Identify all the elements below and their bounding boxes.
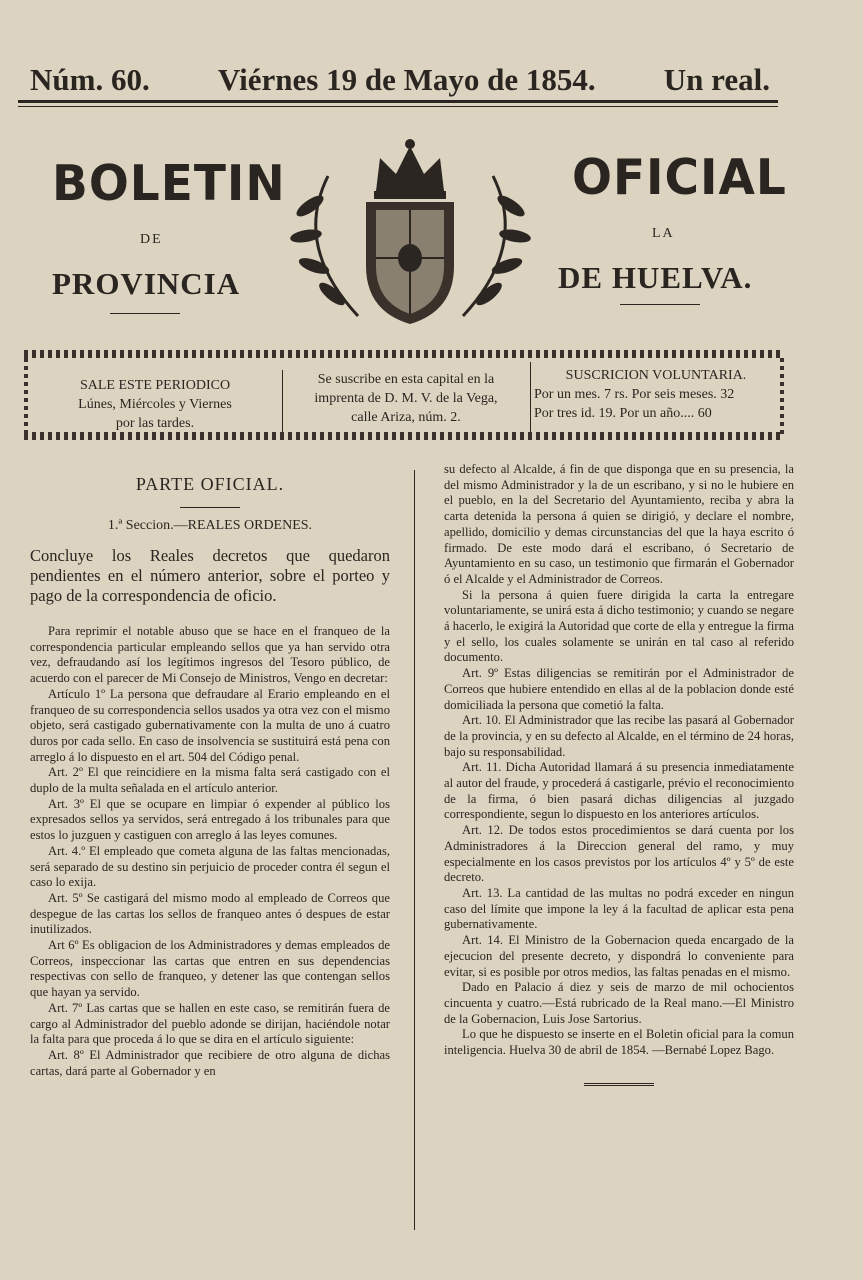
issue-number: Núm. 60. [30,62,150,97]
decree-summary: Concluye los Reales decretos que quedaron pendientes en el número anterior, sobre el porteo y pago de la correspondencia de oficio. [30,546,390,605]
decree-paragraph: su defecto al Alcalde, á fin de que disponga que en su presencia, la del mismo Administrador y la de un escribano, y si no le hubiere en el pueblo, en la del Secretario del Ayuntamiento, reciba y abra la carta detenida la persona á quien se dirigió, y declare el nombre, apellido, domicilio y demas circunstancias del que la haya escrito ó firmado. De este modo dará el escribano, ó Secretario de Ayuntamiento en su caso, un testimonio que firmarán el Gobernador ó el Alcalde y el Administrador de Correos. [444,462,794,586]
column-divider [414,470,415,1230]
decree-paragraph: Si la persona á quien fuere dirigida la carta la entregare voluntariamente, se unirá esta á dicho testimonio; y cuando se negare á hacerlo, le exigirá la Autoridad que corte de ella y entregue la firma y el sello, los cuales solamente se unirán en tal caso al referido documento. [444,587,794,665]
info-divider-1 [282,370,283,432]
subsection-heading: 1.ª Seccion.—REALES ORDENES. [107,518,313,533]
info-border-right [780,358,784,434]
section-heading: PARTE OFICIAL. [135,474,285,494]
info-schedule-line: por las tardes. [115,416,195,431]
decree-paragraph: Art. 9º Estas diligencias se remitirán por el Administrador de Correos que hubiere entendido en ellas al de la poblacion donde esté domiciliada la persona que cometió la falta. [444,666,794,712]
decree-paragraph: Artículo 1º La persona que defraudare al Erario empleando en el franqueo de su correspondencia sellos usados ya otra vez con el mismo objeto, será castigado gubernativamente con la multa de uno á cuatro duros por cada sello. En caso de insolvencia se sustituirá está pena con arreglo á lo dispuesto en el art. 504 del Código penal. [30,686,390,764]
info-schedule-line: Lúnes, Miércoles y Viernes [78,397,232,412]
info-border-bottom [24,432,784,440]
decree-paragraph: Para reprimir el notable abuso que se hace en el franqueo de la correspondencia particular empleando sellos que ya han servido otra vez, defraudando así los legítimos ingresos del Tesoro público, de acuerdo con el parecer de Mi Consejo de Ministros, Vengo en decretar: [30,624,390,686]
decree-paragraph: Art. 2º El que reincidiere en la misma falta será castigado con el duplo de la multa señalada en el artículo anterior. [30,765,390,796]
info-border-left [24,358,28,434]
info-prices-line: Por tres id. 19. Por un año.... 60 [534,406,712,421]
title-word-la: LA [652,226,675,241]
title-word-de: DE [140,232,163,247]
info-prices-title: SUSCRICION VOLUNTARIA. [565,368,747,383]
masthead-header-line [30,62,770,98]
end-ornament [584,1083,654,1086]
title-ornament-right [620,304,700,306]
title-word-de-huelva: DE HUELVA. [558,260,753,295]
decree-paragraph: Art. 4.º El empleado que cometa alguna de las faltas mencionadas, será separado de su destino sin perjuicio de proceder contra él segun el caso lo exija. [30,843,390,890]
decree-paragraph: Art. 13. La cantidad de las multas no podrá exceder en ningun caso del límite que impone la ley á la facultad de aplicar esta pena gubernativamente. [444,885,794,932]
decree-paragraph: Art. 8º El Administrador que recibiere de otro alguna de dichas cartas, dará parte al Gobernador y en [30,1047,390,1078]
info-border-top [24,350,784,358]
coat-of-arms-emblem [288,136,533,331]
info-place-line: imprenta de D. M. V. de la Vega, [314,391,498,406]
decree-paragraph: Art. 10. El Administrador que las recibe las pasará al Gobernador de la provincia, y en su defecto al Alcalde, en el término de 24 horas, bajo su responsabilidad. [444,713,794,759]
decree-paragraph: Dado en Palacio á diez y seis de marzo de mil ochocientos cincuenta y cuatro.—Está rubricado de la Real mano.—El Ministro de la Gobernacion, Luis Jose Sartorius. [444,980,794,1026]
info-divider-2 [530,362,531,432]
decree-paragraph: Art. 5º Se castigará del mismo modo al empleado de Correos que despegue de las cartas los sellos de franqueo antes ó despues de estar inutilizados. [30,890,390,937]
decree-paragraph: Art. 14. El Ministro de la Gobernacion queda encargado de la ejecucion del presente decreto, y dispondrá lo conveniente para evitar, si es posible por otros medios, las faltas penadas en el mismo. [444,933,794,979]
decree-paragraph: Lo que he dispuesto se inserte en el Boletin oficial para la comun inteligencia. Huelva 30 de abril de 1854. —Bernabé Lopez Bago. [444,1027,794,1058]
header-rule-thick [18,100,778,103]
decree-paragraph: Art. 7º Las cartas que se hallen en este caso, se remitirán fuera de cargo al Administrador del pueblo adonde se dirijan, haciéndole notar la falta para que proceda á lo que se dira en el artículo siguiente: [30,1000,390,1047]
decree-paragraph: Art 6º Es obligacion de los Administradores y demas empleados de Correos, inspeccionar las cartas que entren en sus dependencias respectivas con sello de franqueo, y detener las que contengan sellos que hayan ya servido. [30,938,390,1000]
info-subscription-place [284,370,528,427]
section-ornament [180,507,240,508]
title-word-provincia: PROVINCIA [52,266,241,301]
info-place-line: Se suscribe en esta capital en la [317,372,495,387]
decree-paragraph: Art. 11. Dicha Autoridad llamará á su presencia inmediatamente al autor del fraude, y procederá á castigarle, prévio el reconocimiento de la firma, ó bien pasará dichas diligencias al juzgado correspondiente, segun lo dispuesto en los anteriores artículos. [444,760,794,822]
left-column [30,474,390,1079]
decree-paragraph: Art. 3º El que se ocupare en limpiar ó expender al público los expresados sellos ya servidos, será entregado á los tribunales para que estos lo juzguen y castiguen con arreglo á las leyes comunes. [30,796,390,843]
header-rule-thin [18,106,778,107]
info-prices-line: Por un mes. 7 rs. Por seis meses. 32 [534,387,735,402]
issue-price: Un real. [663,62,770,97]
info-schedule-line: SALE ESTE PERIODICO [79,378,231,393]
issue-date: Viérnes 19 de Mayo de 1854. [217,62,596,97]
right-column [444,462,794,1086]
left-column-body [30,624,390,1079]
decree-paragraph: Art. 12. De todos estos procedimientos se dará cuenta por los Administradores á la Direccion general del ramo, y muy especialmente en los casos previstos por los artículos 4º y 5º de este decreto. [444,823,794,885]
title-word-boletin: BOLETIN [52,154,286,213]
title-ornament-left [110,313,180,315]
info-schedule [34,376,276,433]
info-subscription-prices [534,366,778,423]
info-place-line: calle Ariza, núm. 2. [351,410,461,425]
title-word-oficial: OFICIAL [572,148,787,207]
